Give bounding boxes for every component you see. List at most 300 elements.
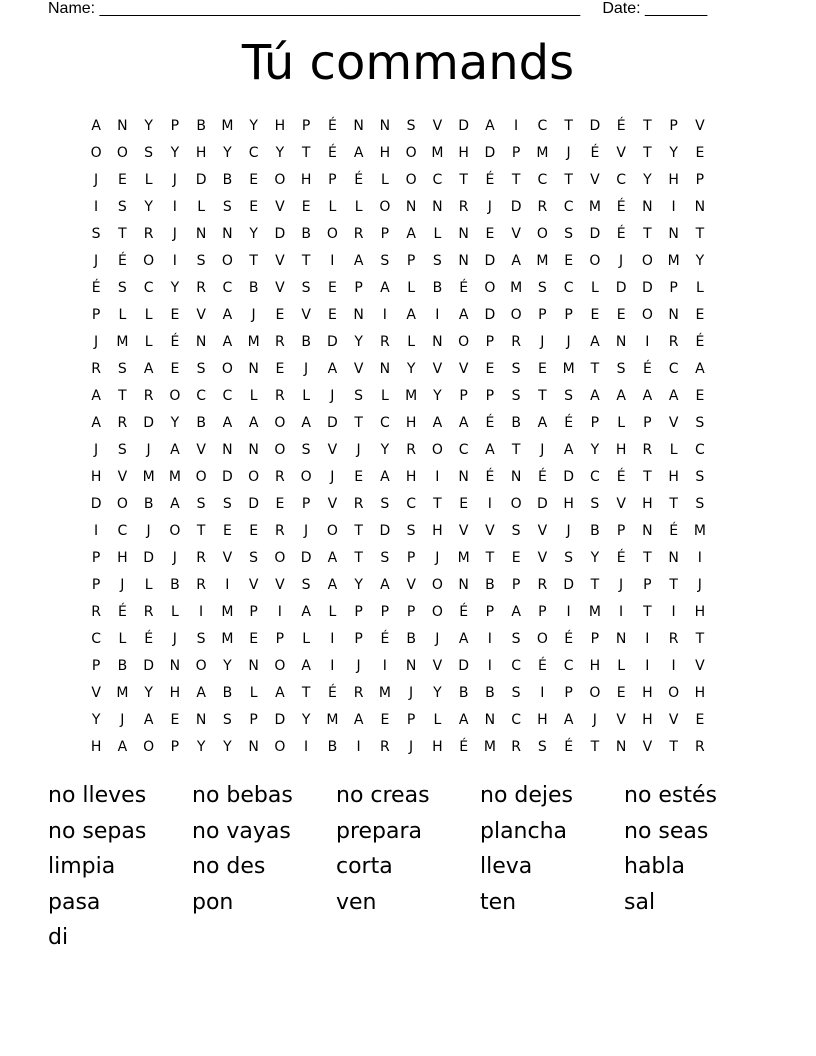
- grid-letter: É: [327, 118, 337, 134]
- grid-letter: É: [380, 631, 390, 647]
- grid-letter: A: [91, 118, 101, 134]
- grid-letter: B: [511, 415, 521, 431]
- grid-letter: E: [327, 307, 337, 323]
- grid-letter: A: [537, 415, 548, 431]
- grid-letter: B: [222, 172, 233, 188]
- grid-letter: P: [170, 739, 180, 755]
- grid-letter: C: [117, 523, 128, 539]
- grid-letter: J: [304, 523, 309, 539]
- grid-letter: C: [511, 658, 522, 674]
- grid-letter: S: [695, 415, 705, 431]
- grid-letter: I: [435, 307, 440, 323]
- grid-row: [83, 140, 733, 167]
- grid-letter: O: [431, 442, 443, 458]
- grid-letter: R: [196, 577, 206, 593]
- grid-letter: N: [432, 199, 443, 215]
- grid-letter: A: [301, 415, 311, 431]
- grid-letter: M: [536, 253, 549, 269]
- grid-letter: T: [564, 172, 573, 188]
- grid-letter: Y: [144, 118, 153, 134]
- grid-letter: N: [405, 199, 417, 215]
- grid-letter: Y: [249, 118, 258, 134]
- grid-row: [83, 653, 733, 680]
- grid-letter: T: [538, 388, 547, 404]
- grid-letter: L: [354, 199, 363, 215]
- grid-letter: N: [353, 307, 364, 323]
- grid-letter: N: [458, 469, 469, 485]
- grid-row: [83, 599, 733, 626]
- grid-letter: H: [90, 739, 102, 755]
- grid-letter: D: [589, 226, 601, 242]
- grid-letter: C: [406, 496, 417, 512]
- grid-letter: D: [221, 469, 233, 485]
- grid-letter: D: [274, 226, 286, 242]
- word-list-item: no lleves: [48, 783, 147, 808]
- grid-letter: H: [668, 172, 679, 188]
- grid-letter: J: [435, 631, 440, 647]
- grid-letter: P: [275, 631, 285, 647]
- grid-letter: M: [588, 604, 601, 620]
- grid-letter: J: [356, 442, 361, 458]
- grid-letter: É: [459, 739, 469, 755]
- grid-letter: S: [144, 145, 154, 161]
- grid-letter: P: [249, 604, 258, 620]
- grid-letter: E: [695, 712, 705, 728]
- grid-letter: N: [195, 334, 207, 350]
- grid-letter: B: [406, 631, 416, 647]
- grid-letter: V: [275, 253, 285, 269]
- grid-letter: A: [275, 685, 285, 701]
- grid-letter: P: [91, 307, 101, 323]
- grid-letter: O: [195, 469, 207, 485]
- grid-letter: E: [485, 226, 495, 242]
- grid-letter: L: [144, 577, 153, 593]
- grid-letter: B: [196, 118, 206, 134]
- grid-letter: I: [645, 658, 650, 674]
- grid-letter: H: [642, 496, 653, 512]
- grid-letter: N: [248, 739, 259, 755]
- grid-letter: R: [143, 226, 154, 242]
- grid-letter: A: [380, 469, 390, 485]
- grid-letter: V: [432, 658, 443, 674]
- grid-letter: P: [669, 280, 678, 296]
- grid-letter: B: [590, 523, 600, 539]
- grid-letter: S: [511, 361, 521, 377]
- grid-letter: R: [511, 334, 521, 350]
- grid-letter: I: [277, 604, 282, 620]
- grid-row: [83, 302, 733, 329]
- grid-letter: Y: [223, 145, 232, 161]
- grid-letter: N: [668, 307, 679, 323]
- grid-letter: T: [118, 388, 127, 404]
- grid-letter: I: [540, 685, 545, 701]
- grid-letter: J: [487, 199, 492, 215]
- grid-letter: S: [537, 739, 547, 755]
- grid-letter: C: [196, 388, 207, 404]
- grid-letter: N: [668, 226, 679, 242]
- grid-letter: N: [117, 118, 128, 134]
- grid-letter: E: [117, 172, 127, 188]
- grid-letter: A: [91, 415, 101, 431]
- grid-letter: T: [564, 118, 573, 134]
- grid-row: [83, 518, 733, 545]
- grid-letter: D: [143, 415, 155, 431]
- grid-letter: É: [144, 631, 154, 647]
- grid-letter: P: [170, 118, 180, 134]
- grid-letter: N: [405, 658, 417, 674]
- grid-letter: P: [301, 118, 311, 134]
- grid-letter: O: [589, 253, 601, 269]
- grid-letter: P: [406, 712, 416, 728]
- word-list-item: sal: [624, 889, 656, 915]
- grid-letter: N: [248, 442, 259, 458]
- grid-letter: P: [91, 550, 101, 566]
- grid-letter: A: [432, 415, 443, 431]
- grid-letter: N: [248, 658, 259, 674]
- grid-letter: P: [354, 631, 363, 647]
- grid-letter: L: [144, 172, 153, 188]
- grid-letter: E: [249, 523, 259, 539]
- grid-letter: D: [326, 334, 338, 350]
- grid-letter: D: [563, 577, 575, 593]
- grid-letter: Y: [170, 145, 180, 161]
- grid-letter: R: [275, 469, 285, 485]
- grid-letter: T: [433, 496, 442, 512]
- grid-letter: O: [274, 658, 286, 674]
- grid-letter: Y: [354, 577, 363, 593]
- grid-letter: N: [458, 253, 469, 269]
- grid-letter: T: [485, 550, 495, 566]
- grid-letter: I: [199, 604, 204, 620]
- grid-letter: I: [671, 199, 676, 215]
- grid-letter: S: [249, 550, 259, 566]
- grid-letter: O: [668, 685, 680, 701]
- grid-letter: O: [431, 577, 443, 593]
- grid-letter: E: [275, 496, 285, 512]
- grid-letter: Y: [170, 280, 180, 296]
- grid-letter: L: [380, 172, 389, 188]
- grid-letter: T: [301, 685, 311, 701]
- grid-letter: Y: [643, 172, 652, 188]
- grid-letter: B: [248, 280, 259, 296]
- grid-letter: L: [695, 280, 704, 296]
- grid-letter: J: [697, 577, 702, 593]
- grid-row: [83, 626, 733, 653]
- grid-letter: P: [643, 577, 652, 593]
- grid-letter: T: [669, 496, 678, 512]
- grid-letter: A: [590, 334, 600, 350]
- grid-letter: J: [94, 334, 99, 350]
- grid-letter: É: [616, 469, 626, 485]
- grid-letter: P: [669, 118, 678, 134]
- grid-letter: E: [275, 361, 285, 377]
- grid-letter: I: [619, 604, 624, 620]
- grid-letter: S: [564, 388, 574, 404]
- grid-letter: T: [590, 361, 600, 377]
- grid-letter: E: [170, 361, 180, 377]
- grid-letter: M: [588, 199, 601, 215]
- grid-letter: E: [249, 172, 259, 188]
- grid-letter: E: [380, 712, 390, 728]
- grid-letter: A: [301, 658, 311, 674]
- grid-letter: H: [405, 415, 417, 431]
- grid-letter: I: [94, 523, 99, 539]
- grid-letter: O: [510, 307, 522, 323]
- grid-letter: É: [642, 361, 652, 377]
- grid-letter: V: [327, 496, 338, 512]
- grid-letter: B: [327, 739, 338, 755]
- grid-letter: H: [615, 442, 627, 458]
- grid-letter: I: [172, 253, 177, 269]
- grid-letter: S: [117, 199, 127, 215]
- grid-row: [83, 221, 733, 248]
- grid-letter: O: [274, 550, 286, 566]
- grid-letter: S: [222, 199, 232, 215]
- grid-letter: J: [619, 577, 624, 593]
- grid-letter: S: [380, 253, 390, 269]
- grid-letter: A: [248, 415, 259, 431]
- grid-letter: O: [589, 685, 601, 701]
- grid-letter: J: [172, 550, 177, 566]
- grid-letter: T: [643, 226, 652, 242]
- grid-letter: J: [94, 172, 99, 188]
- grid-letter: R: [117, 415, 128, 431]
- grid-letter: P: [511, 577, 521, 593]
- grid-letter: Y: [91, 712, 101, 728]
- grid-letter: N: [379, 118, 391, 134]
- grid-letter: A: [642, 388, 653, 404]
- grid-letter: R: [537, 199, 548, 215]
- word-search-grid: [83, 113, 733, 761]
- grid-letter: O: [274, 172, 286, 188]
- grid-letter: S: [117, 442, 127, 458]
- grid-letter: V: [668, 712, 679, 728]
- grid-letter: L: [617, 658, 626, 674]
- grid-letter: C: [589, 469, 600, 485]
- grid-letter: O: [641, 253, 653, 269]
- grid-letter: J: [94, 442, 99, 458]
- grid-letter: É: [117, 604, 127, 620]
- grid-letter: Y: [695, 253, 705, 269]
- grid-letter: H: [195, 145, 207, 161]
- grid-letter: É: [669, 523, 679, 539]
- grid-letter: O: [405, 145, 417, 161]
- grid-letter: A: [406, 307, 416, 323]
- word-list-item: ten: [480, 889, 517, 915]
- grid-letter: P: [380, 226, 390, 242]
- grid-letter: T: [643, 145, 652, 161]
- word-list-item: no seas: [624, 818, 709, 844]
- grid-letter: J: [146, 442, 151, 458]
- grid-letter: O: [484, 280, 496, 296]
- word-list-item: no creas: [336, 783, 430, 808]
- grid-letter: I: [487, 658, 492, 674]
- word-list-item: prepara: [336, 818, 423, 844]
- grid-letter: O: [326, 226, 338, 242]
- grid-letter: T: [511, 172, 521, 188]
- grid-letter: V: [248, 577, 259, 593]
- grid-letter: P: [301, 496, 311, 512]
- grid-letter: T: [118, 226, 127, 242]
- grid-letter: V: [537, 523, 548, 539]
- word-list-item: no estés: [624, 783, 718, 808]
- word-list-item: limpia: [48, 854, 116, 879]
- grid-row: [83, 275, 733, 302]
- grid-letter: I: [330, 253, 335, 269]
- grid-letter: E: [590, 307, 600, 323]
- grid-letter: M: [168, 469, 181, 485]
- grid-letter: Y: [144, 685, 153, 701]
- grid-letter: Y: [275, 145, 285, 161]
- grid-letter: O: [221, 361, 233, 377]
- grid-letter: B: [170, 577, 180, 593]
- grid-letter: V: [668, 415, 679, 431]
- grid-letter: A: [196, 685, 206, 701]
- grid-letter: J: [304, 361, 309, 377]
- grid-letter: B: [196, 415, 206, 431]
- grid-letter: A: [380, 577, 390, 593]
- grid-letter: I: [487, 631, 492, 647]
- page-title: Tú commands: [241, 35, 575, 91]
- word-list-item: pon: [192, 889, 234, 915]
- grid-letter: B: [143, 496, 154, 512]
- grid-row: [83, 734, 733, 761]
- word-list-item: lleva: [480, 854, 533, 879]
- grid-letter: A: [511, 253, 521, 269]
- word-list-item: di: [48, 925, 69, 950]
- grid-letter: O: [195, 658, 207, 674]
- grid-letter: M: [536, 145, 549, 161]
- grid-letter: H: [274, 118, 286, 134]
- grid-row: [83, 491, 733, 518]
- grid-letter: I: [382, 658, 387, 674]
- grid-letter: N: [432, 334, 443, 350]
- grid-letter: É: [616, 118, 626, 134]
- grid-letter: D: [458, 658, 470, 674]
- grid-letter: M: [221, 604, 234, 620]
- grid-letter: R: [91, 604, 101, 620]
- grid-letter: H: [563, 496, 574, 512]
- grid-letter: P: [590, 631, 600, 647]
- grid-letter: S: [117, 361, 127, 377]
- grid-letter: A: [563, 442, 574, 458]
- grid-letter: E: [170, 712, 180, 728]
- grid-letter: I: [514, 118, 519, 134]
- grid-letter: I: [330, 631, 335, 647]
- grid-letter: É: [564, 739, 574, 755]
- grid-letter: D: [589, 118, 601, 134]
- grid-letter: R: [353, 496, 364, 512]
- grid-letter: J: [409, 739, 414, 755]
- grid-letter: P: [485, 604, 495, 620]
- grid-letter: P: [406, 253, 416, 269]
- grid-letter: D: [641, 280, 653, 296]
- grid-letter: A: [327, 577, 338, 593]
- grid-letter: B: [222, 685, 233, 701]
- grid-letter: I: [382, 307, 387, 323]
- grid-row: [83, 464, 733, 491]
- grid-row: [83, 437, 733, 464]
- grid-letter: J: [172, 226, 177, 242]
- grid-letter: J: [146, 523, 151, 539]
- grid-letter: A: [117, 739, 128, 755]
- grid-letter: O: [405, 172, 417, 188]
- grid-letter: E: [616, 685, 626, 701]
- grid-letter: R: [406, 442, 416, 458]
- grid-letter: E: [695, 388, 705, 404]
- grid-letter: Y: [380, 442, 390, 458]
- grid-letter: I: [172, 199, 177, 215]
- grid-letter: J: [251, 307, 256, 323]
- grid-letter: P: [485, 388, 495, 404]
- grid-letter: S: [196, 253, 206, 269]
- grid-letter: N: [642, 523, 653, 539]
- grid-letter: L: [170, 604, 179, 620]
- grid-letter: É: [616, 226, 626, 242]
- grid-letter: A: [170, 442, 180, 458]
- grid-letter: A: [301, 604, 311, 620]
- word-list-item: no dejes: [480, 783, 574, 808]
- grid-letter: T: [354, 523, 363, 539]
- grid-letter: O: [143, 739, 155, 755]
- grid-letter: R: [380, 334, 390, 350]
- grid-letter: B: [301, 334, 311, 350]
- grid-letter: R: [196, 280, 206, 296]
- grid-letter: P: [564, 685, 573, 701]
- grid-letter: N: [458, 577, 469, 593]
- grid-letter: T: [590, 739, 600, 755]
- grid-letter: V: [485, 523, 495, 539]
- grid-letter: D: [563, 469, 575, 485]
- grid-row: [83, 329, 733, 356]
- grid-letter: N: [642, 199, 653, 215]
- grid-letter: E: [249, 199, 259, 215]
- grid-letter: E: [511, 550, 521, 566]
- grid-letter: S: [511, 523, 521, 539]
- grid-letter: J: [172, 172, 177, 188]
- grid-letter: A: [485, 118, 495, 134]
- grid-letter: V: [406, 577, 416, 593]
- grid-letter: R: [353, 226, 364, 242]
- grid-letter: L: [328, 604, 337, 620]
- grid-letter: R: [196, 550, 206, 566]
- grid-letter: J: [330, 388, 335, 404]
- grid-letter: L: [197, 199, 206, 215]
- grid-row: [83, 410, 733, 437]
- grid-letter: M: [562, 361, 575, 377]
- grid-letter: T: [354, 550, 363, 566]
- grid-letter: D: [300, 550, 312, 566]
- grid-letter: S: [590, 496, 600, 512]
- grid-letter: H: [379, 145, 391, 161]
- grid-letter: V: [353, 361, 364, 377]
- grid-letter: Y: [590, 442, 600, 458]
- grid-letter: O: [90, 145, 102, 161]
- grid-letter: B: [485, 685, 495, 701]
- grid-letter: S: [564, 226, 574, 242]
- grid-letter: M: [483, 739, 496, 755]
- word-list-item: no bebas: [192, 783, 293, 808]
- grid-letter: A: [353, 145, 364, 161]
- grid-letter: É: [91, 280, 101, 296]
- grid-letter: O: [536, 631, 548, 647]
- grid-letter: D: [90, 496, 102, 512]
- grid-letter: A: [590, 388, 600, 404]
- grid-letter: H: [642, 712, 653, 728]
- grid-letter: C: [563, 658, 574, 674]
- grid-letter: R: [668, 334, 679, 350]
- grid-letter: R: [511, 739, 521, 755]
